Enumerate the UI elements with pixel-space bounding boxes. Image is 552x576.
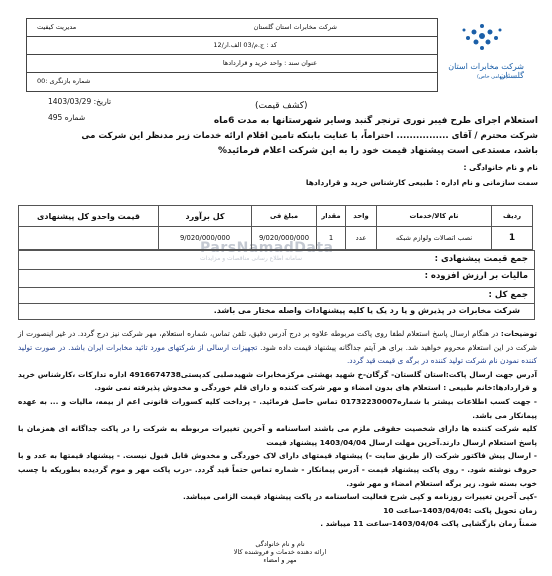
- watermark-text: ParsNamadData: [200, 240, 334, 256]
- header-info-box: [26, 18, 438, 92]
- number-field: [48, 113, 85, 122]
- opening-time: ضمناً زمان بازگشایی پاکت 1403/04/04-ساعت 11 میباشد .: [320, 519, 537, 529]
- table-row: [19, 227, 533, 250]
- col-qty-header: مقدار: [317, 206, 346, 227]
- cell-unit: عدد: [346, 227, 377, 250]
- col-total-header: کل برآورد: [159, 206, 252, 227]
- notes-paragraph-5: - ارسال پیش فاکتور شرکت (از طریق سایت -) پیشنهاد قیمتهای دارای لاک خوردگی و مخدوش قابل قبول نیست. - پیشنهاد قیمتها به عدد و با حروف نوشته شود. - روی پاکت پیشنهاد قیمت - آدرس پیمانکار - شماره تماس حتماً قید گردد. -درب پاکت مهر و موم گردیده بطوریکه با چسب خوب بسته شود. زیر برگه استعلام امضاء و مهر شود.: [18, 451, 537, 488]
- signature-stamp-label: مهر و امضاء: [263, 556, 297, 564]
- contact-org-line: سمت سازمانی و نام اداره : طبیعی کارشناس خرید و قراردادها: [305, 178, 538, 187]
- number-value: 495: [48, 113, 63, 122]
- company-logo: [444, 22, 524, 82]
- notes-text-1-highlight: تجهیزات ارسالی از شرکتهای مورد تائید مخابرات ایران باشد. در صورت تولید کننده نمودن نام شرکت تولید کننده در برگه ی قیمت قید گردد.: [18, 342, 537, 366]
- signature-name-label: نام و نام خانوادگی: [255, 540, 305, 548]
- header-row-code: [27, 37, 437, 55]
- signature-block: [210, 540, 350, 564]
- col-unit-header: واحد: [346, 206, 377, 227]
- grand-total-row: [18, 287, 535, 304]
- vat-label: مالیات بر ارزش افزوده :: [424, 271, 528, 281]
- document-header: [8, 8, 538, 88]
- header-row-revision: [27, 73, 437, 90]
- document-code: کد : ج.م/03 الف.ار/12: [213, 41, 277, 49]
- cell-offer: [19, 227, 159, 250]
- delivery-time: زمان تحویل پاکت :1403/04/04-ساعت 10: [383, 505, 537, 515]
- cell-qty: 1: [317, 227, 346, 250]
- watermark-subtext: سامانه اطلاع رسانی مناقصات و مزایدات: [200, 255, 302, 262]
- logo-subtext: (سهامی خاص): [476, 74, 508, 80]
- document-title: عنوان سند : واحد خرید و قراردادها: [222, 59, 317, 67]
- cell-amount: 9/020/000/000: [252, 227, 317, 250]
- vat-row: [18, 268, 535, 288]
- quality-management: مدیریت کیفیت: [37, 23, 77, 31]
- notes-title: توضیحات:: [500, 329, 537, 338]
- notes-paragraph-3: - جهت کسب اطلاعات بیشتر با شماره01732230007 تماس حاصل فرمائید. - پرداخت کلیه کسورات قانونی اعم از بیمه، مالیات و ... به عهده پیمانکار می باشد.: [18, 396, 537, 420]
- notes-paragraph-4: کلیه شرکت کننده ها دارای شخصیت حقوقی ملزم می باشند اساسنامه و آخرین تغییرات مربوطه به شرکت را در پاکت جداگانه ای همزمان با پاسخ استعلام ارسال دارند.آخرین مهلت ارسال 1403/04/04 پیشنهاد قیمت: [18, 424, 537, 447]
- table-header-row: [19, 206, 533, 227]
- cell-item: نصب اتصالات ولوازم شبکه: [377, 227, 492, 250]
- intro-line-3: باشد، مستدعی است پیشنهاد قیمت خود را به این شرکت اعلام فرمائید%: [218, 146, 538, 156]
- company-name: شرکت مخابرات استان گلستان: [253, 23, 337, 31]
- total-offer-label: جمع قیمت پیشنهادی :: [434, 254, 528, 264]
- notes-text-1: در هنگام ارسال پاسخ استعلام لطفا روی پاکت مربوطه علاوه بر درج آدرس دقیق، تلفن تماس، شماره استعلام، مهر شرکت نیز درج گردد. در غیر اینصورت از شرکت در این استعلام محروم خواهید شد. برای هر آیتم جداگانه پیشنهاد قیمت داده شود.: [18, 329, 537, 352]
- header-row-title: [27, 55, 437, 73]
- header-row-company: [27, 19, 437, 37]
- notes-paragraph-6: -کپی آخرین تغییرات روزنامه و کپی شرح فعالیت اساسنامه در پاکت پیشنهاد قیمت الزامی میباشد.: [182, 492, 537, 502]
- notes-section: [18, 327, 537, 531]
- intro-heading: (کشف قیمت): [255, 101, 308, 111]
- logo-text: شرکت مخابرات استان گلستان: [448, 62, 524, 80]
- contact-name-line: نام و نام خانوادگی :: [463, 163, 538, 172]
- disclaimer-text: شرکت مخابرات در پذیرش و یا رد یک یا کلیه پیشنهادات واصله مختار می باشد.: [213, 306, 520, 315]
- date-label: تاریخ:: [93, 97, 112, 106]
- intro-line-2: شرکت محترم / آقای ................ احتراماً، با عنایت بابنکه تامین اقلام ارائه خدمات زیر مدنظر این شرکت می: [81, 131, 538, 141]
- cell-row: 1: [492, 227, 533, 250]
- grand-total-label: جمع کل :: [488, 290, 528, 300]
- disclaimer-row: [18, 303, 535, 320]
- col-row-header: ردیف: [492, 206, 533, 227]
- col-offer-header: قیمت واحدو کل پیشنهادی: [19, 206, 159, 227]
- items-table: [18, 205, 533, 250]
- date-value: 1403/03/29: [48, 97, 92, 106]
- col-item-header: نام کالا/خدمات: [377, 206, 492, 227]
- notes-paragraph-1: [18, 327, 537, 368]
- total-offer-row: [18, 250, 535, 270]
- intro-line-1: استعلام اجرای طرح فیبر نوری ترنجر گنبد وسایر شهرستانها به مدت 6ماه: [213, 116, 538, 126]
- cell-total: 9/020/000/000: [159, 227, 252, 250]
- notes-paragraph-2: آدرس جهت ارسال پاکت:استان گلستان- گرگان-خ شهید بهشتی مرکزمخابرات شهیدصلبی کدپستی4916674738 اداره تدارکات ،کارشناس خرید و قراردادها:خانم طبیعی : استعلام های بدون امضاء و مهر شرکت کننده و دارای قلم خوردگی و مخدوش پذیرفته نمی شود.: [18, 369, 538, 393]
- revision-number: شماره بازنگری :00: [37, 77, 91, 85]
- col-amount-header: مبلغ فی: [252, 206, 317, 227]
- number-label: شماره: [64, 113, 86, 122]
- signature-provider-label: ارائه دهنده خدمات و فروشنده کالا: [233, 548, 327, 556]
- date-field: [48, 97, 111, 106]
